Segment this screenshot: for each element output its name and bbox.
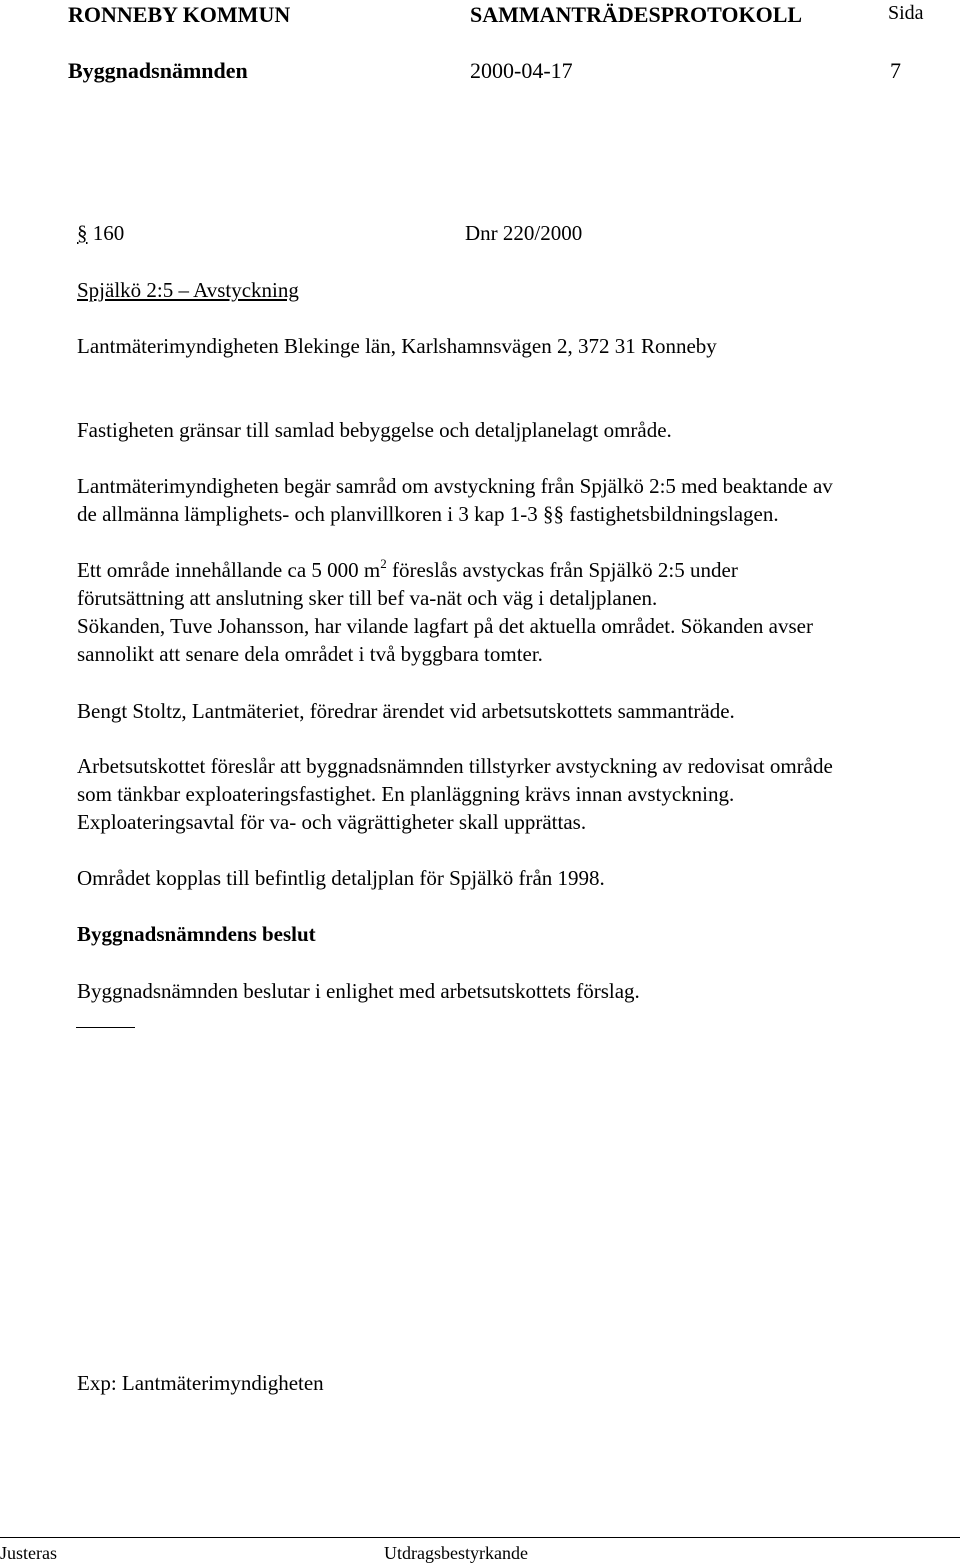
- document-type: SAMMANTRÄDESPROTOKOLL: [470, 2, 803, 27]
- paragraph-3-line-2: förutsättning att anslutning sker till bef va-nät och väg i detaljplanen.: [77, 586, 658, 610]
- decision-heading: Byggnadsnämndens beslut: [77, 922, 316, 946]
- p3-text-a: Ett område innehållande ca 5 000 m: [77, 558, 381, 582]
- decision-text: Byggnadsnämnden beslutar i enlighet med arbetsutskottets förslag.: [77, 979, 640, 1003]
- section-number: 160: [92, 221, 125, 245]
- paragraph-2-line-2: de allmänna lämplighets- och planvillkoren i 3 kap 1-3 §§ fastighetsbildningslagen.: [77, 502, 779, 526]
- paragraph-5-line-2: som tänkbar exploateringsfastighet. En planläggning krävs innan avstyckning.: [77, 782, 735, 806]
- page-label: Sida: [888, 2, 924, 24]
- paragraph-5-line-3: Exploateringsavtal för va- och vägrättigheter skall upprättas.: [77, 810, 587, 834]
- paragraph-2: [77, 472, 957, 528]
- case-section: [77, 219, 124, 247]
- footer-rule: [0, 1537, 960, 1538]
- paragraph-5-line-1: Arbetsutskottet föreslår att byggnadsnämnden tillstyrker avstyckning av redovisat område: [77, 754, 833, 778]
- footer-justeras: Justeras: [0, 1543, 57, 1563]
- meeting-date: 2000-04-17: [470, 58, 573, 83]
- footer-utdragsbestyrkande: Utdragsbestyrkande: [384, 1543, 528, 1563]
- section-symbol: §: [77, 221, 88, 245]
- page-number: 7: [890, 58, 901, 83]
- case-dnr: Dnr 220/2000: [465, 221, 583, 245]
- case-title: Spjälkö 2:5 – Avstyckning: [77, 278, 299, 302]
- p3-superscript: 2: [380, 556, 387, 571]
- paragraph-3-line-1: [77, 556, 957, 584]
- p3-text-b: föreslås avstyckas från Spjälkö 2:5 under: [386, 558, 738, 582]
- paragraph-5: [77, 752, 957, 836]
- section-end-rule: [76, 1027, 135, 1028]
- paragraph-3-line-4: sannolikt att senare dela området i två byggbara tomter.: [77, 642, 543, 666]
- expedition-line: Exp: Lantmäterimyndigheten: [77, 1371, 324, 1395]
- committee-name: Byggnadsnämnden: [68, 58, 248, 83]
- paragraph-3-line-3: Sökanden, Tuve Johansson, har vilande lagfart på det aktuella området. Sökanden avser: [77, 614, 813, 638]
- organization-name: RONNEBY KOMMUN: [68, 2, 291, 27]
- paragraph-2-line-1: Lantmäterimyndigheten begär samråd om avstyckning från Spjälkö 2:5 med beaktande av: [77, 474, 833, 498]
- case-applicant: Lantmäterimyndigheten Blekinge län, Karlshamnsvägen 2, 372 31 Ronneby: [77, 334, 717, 358]
- paragraph-3: [77, 556, 957, 668]
- paragraph-1: Fastigheten gränsar till samlad bebyggelse och detaljplanelagt område.: [77, 418, 672, 442]
- paragraph-6: Området kopplas till befintlig detaljplan för Spjälkö från 1998.: [77, 866, 605, 890]
- paragraph-4: Bengt Stoltz, Lantmäteriet, föredrar ärendet vid arbetsutskottets sammanträde.: [77, 699, 735, 723]
